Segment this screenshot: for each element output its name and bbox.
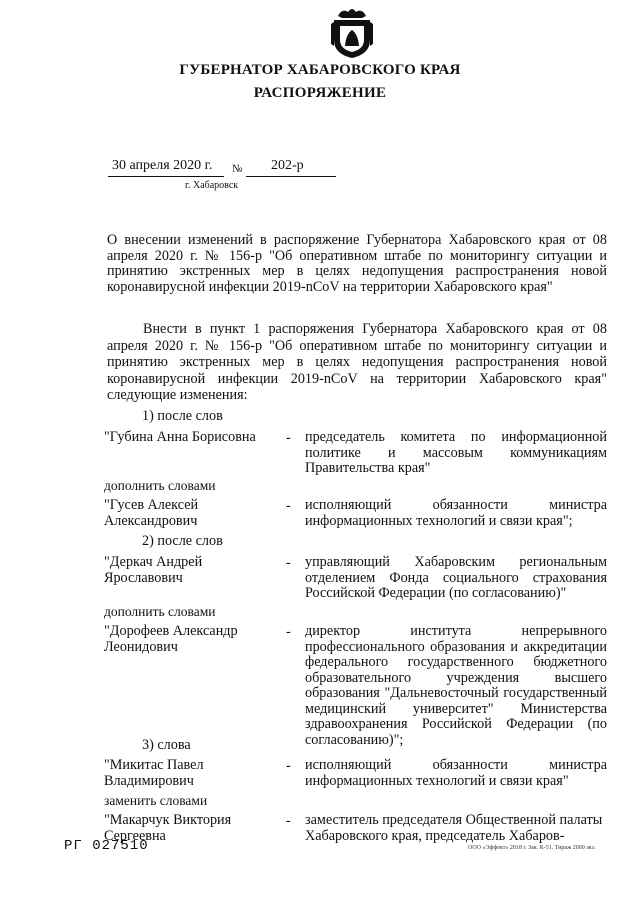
document-city: г. Хабаровск [185,180,239,191]
item-2-old-dash: - [286,555,291,571]
item-3-old-dash: - [286,758,291,774]
item-1-heading: 1) после слов [142,408,223,424]
item-3-heading: 3) слова [142,737,191,753]
item-3-new-desc: заместитель председателя Общественной палаты Хабаровского края, председатель Хабаров- [305,812,603,844]
item-3-old-desc: исполняющий обязанности министра информационных технологий и связи края" [305,757,607,789]
page-title: ГУБЕРНАТОР ХАБАРОВСКОГО КРАЯ [179,62,461,78]
item-3-action: заменить словами [104,793,208,808]
document-number: 202-р [271,158,304,173]
item-1-old-desc: председатель комитета по информационной политике и массовым коммуникациям Правительства края" [305,429,607,476]
document-subject: О внесении изменений в распоряжение Губернатора Хабаровского края от 08 апреля 2020 г. № 156-р "Об оперативном штабе по мониторингу ситуации и принятию экстренных мер в целях недопущения распространения новой коронавирусной инфекции 2019-nCoV на территории Хабаровского края" [107,232,607,295]
item-3-old-name: "Микитас Павел Владимирович [104,757,204,789]
item-2-new-name: "Дорофеев Александр Леонидович [104,623,238,655]
number-sign: № [232,163,243,175]
item-2-old-name: "Деркач Андрей Ярославович [104,554,203,586]
number-underline [246,176,336,177]
item-3-new-dash: - [286,813,291,829]
date-underline [108,176,224,177]
document-type: РАСПОРЯЖЕНИЕ [253,85,387,101]
item-1-old-dash: - [286,430,291,446]
document-date: 30 апреля 2020 г. [112,158,213,173]
printer-imprint: ООО «Эффект» 2018 г. Зак. К-51. Тираж 2000 экз. [468,845,596,851]
item-1-new-dash: - [286,498,291,514]
item-2-old-desc: управляющий Хабаровским региональным отделением Фонда социального страхования Российской Федерации (по согласованию)" [305,554,607,601]
item-1-new-name: "Гусев Алексей Александрович [104,497,199,529]
item-2-new-desc: директор института непрерывного профессионального образования и аккредитации федерального государственного бюджетного образовательного учреждения высшего образования "Дальневосточный государственный медицинский университет" Министерства здравоохранения Российской Федерации (по согласованию)"; [305,623,607,748]
item-1-action: дополнить словами [104,478,216,493]
form-serial-number: РГ 027510 [64,838,149,854]
item-1-old-name: "Губина Анна Борисовна [104,429,256,445]
item-2-heading: 2) после слов [142,533,223,549]
item-2-action: дополнить словами [104,604,216,619]
item-1-new-desc: исполняющий обязанности министра информационных технологий и связи края"; [305,497,607,529]
coat-of-arms-icon [328,6,376,60]
intro-paragraph: Внести в пункт 1 распоряжения Губернатора Хабаровского края от 08 апреля 2020 г. № 156-р "Об оперативном штабе по мониторингу ситуации и принятию экстренных мер в целях недопущения распространения новой коронавирусной инфекции 2019-nCoV на территории Хабаровского края" следующие изменения: [107,321,607,403]
item-2-new-dash: - [286,624,291,640]
item-3-new-name: "Макарчук Виктория Сергеевна [104,812,232,844]
